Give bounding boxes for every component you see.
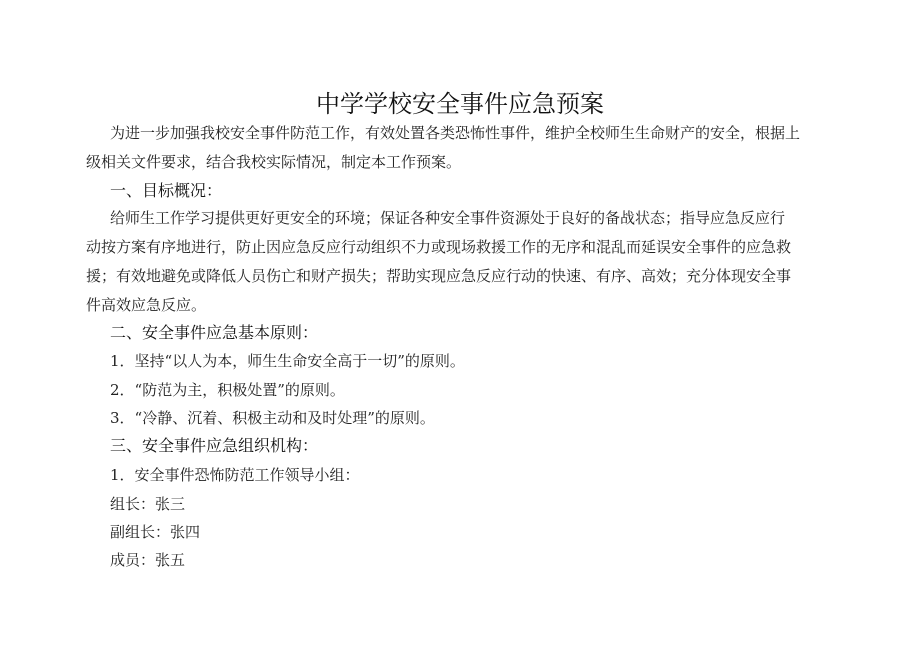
principle-item-2: 2．“防范为主，积极处置”的原则。 (110, 381, 345, 399)
member-leader: 组长：张三 (110, 495, 186, 513)
section-1-heading: 一、目标概况： (110, 181, 223, 200)
section-1-paragraph (86, 204, 848, 320)
section-1-line-4: 件高效应急反应。 (86, 296, 207, 314)
section-3-subheading: 1．安全事件恐怖防范工作领导小组： (110, 466, 360, 484)
intro-line-1: 为进一步加强我校安全事件防范工作，有效处置各类恐怖性事件，维护全校师生生命财产的安全，根据上 (110, 124, 801, 142)
section-3-heading: 三、安全事件应急组织机构： (110, 436, 319, 455)
section-1-line-1: 给师生工作学习提供更好更安全的环境；保证各种安全事件资源处于良好的备战状态；指导应急反应行 (110, 209, 786, 227)
section-2-heading: 二、安全事件应急基本原则： (110, 323, 319, 342)
principle-item-3: 3．“冷静、沉着、积极主动和及时处理”的原则。 (110, 409, 435, 427)
intro-line-2: 级相关文件要求，结合我校实际情况，制定本工作预案。 (86, 153, 462, 171)
section-1-line-3: 援；有效地避免或降低人员伤亡和财产损失；帮助实现应急反应行动的快速、有序、高效；充分体现安全事 (86, 267, 792, 285)
document-title: 中学学校安全事件应急预案 (316, 90, 604, 118)
principle-item-1: 1．坚持“以人为本，师生生命安全高于一切”的原则。 (110, 352, 465, 370)
member-staff: 成员：张五 (110, 551, 186, 569)
section-1-line-2: 动按方案有序地进行，防止因应急反应行动组织不力或现场救援工作的无序和混乱而延误安全事件的应急救 (86, 238, 792, 256)
member-deputy-leader: 副组长：张四 (110, 523, 201, 541)
intro-paragraph (86, 119, 848, 177)
